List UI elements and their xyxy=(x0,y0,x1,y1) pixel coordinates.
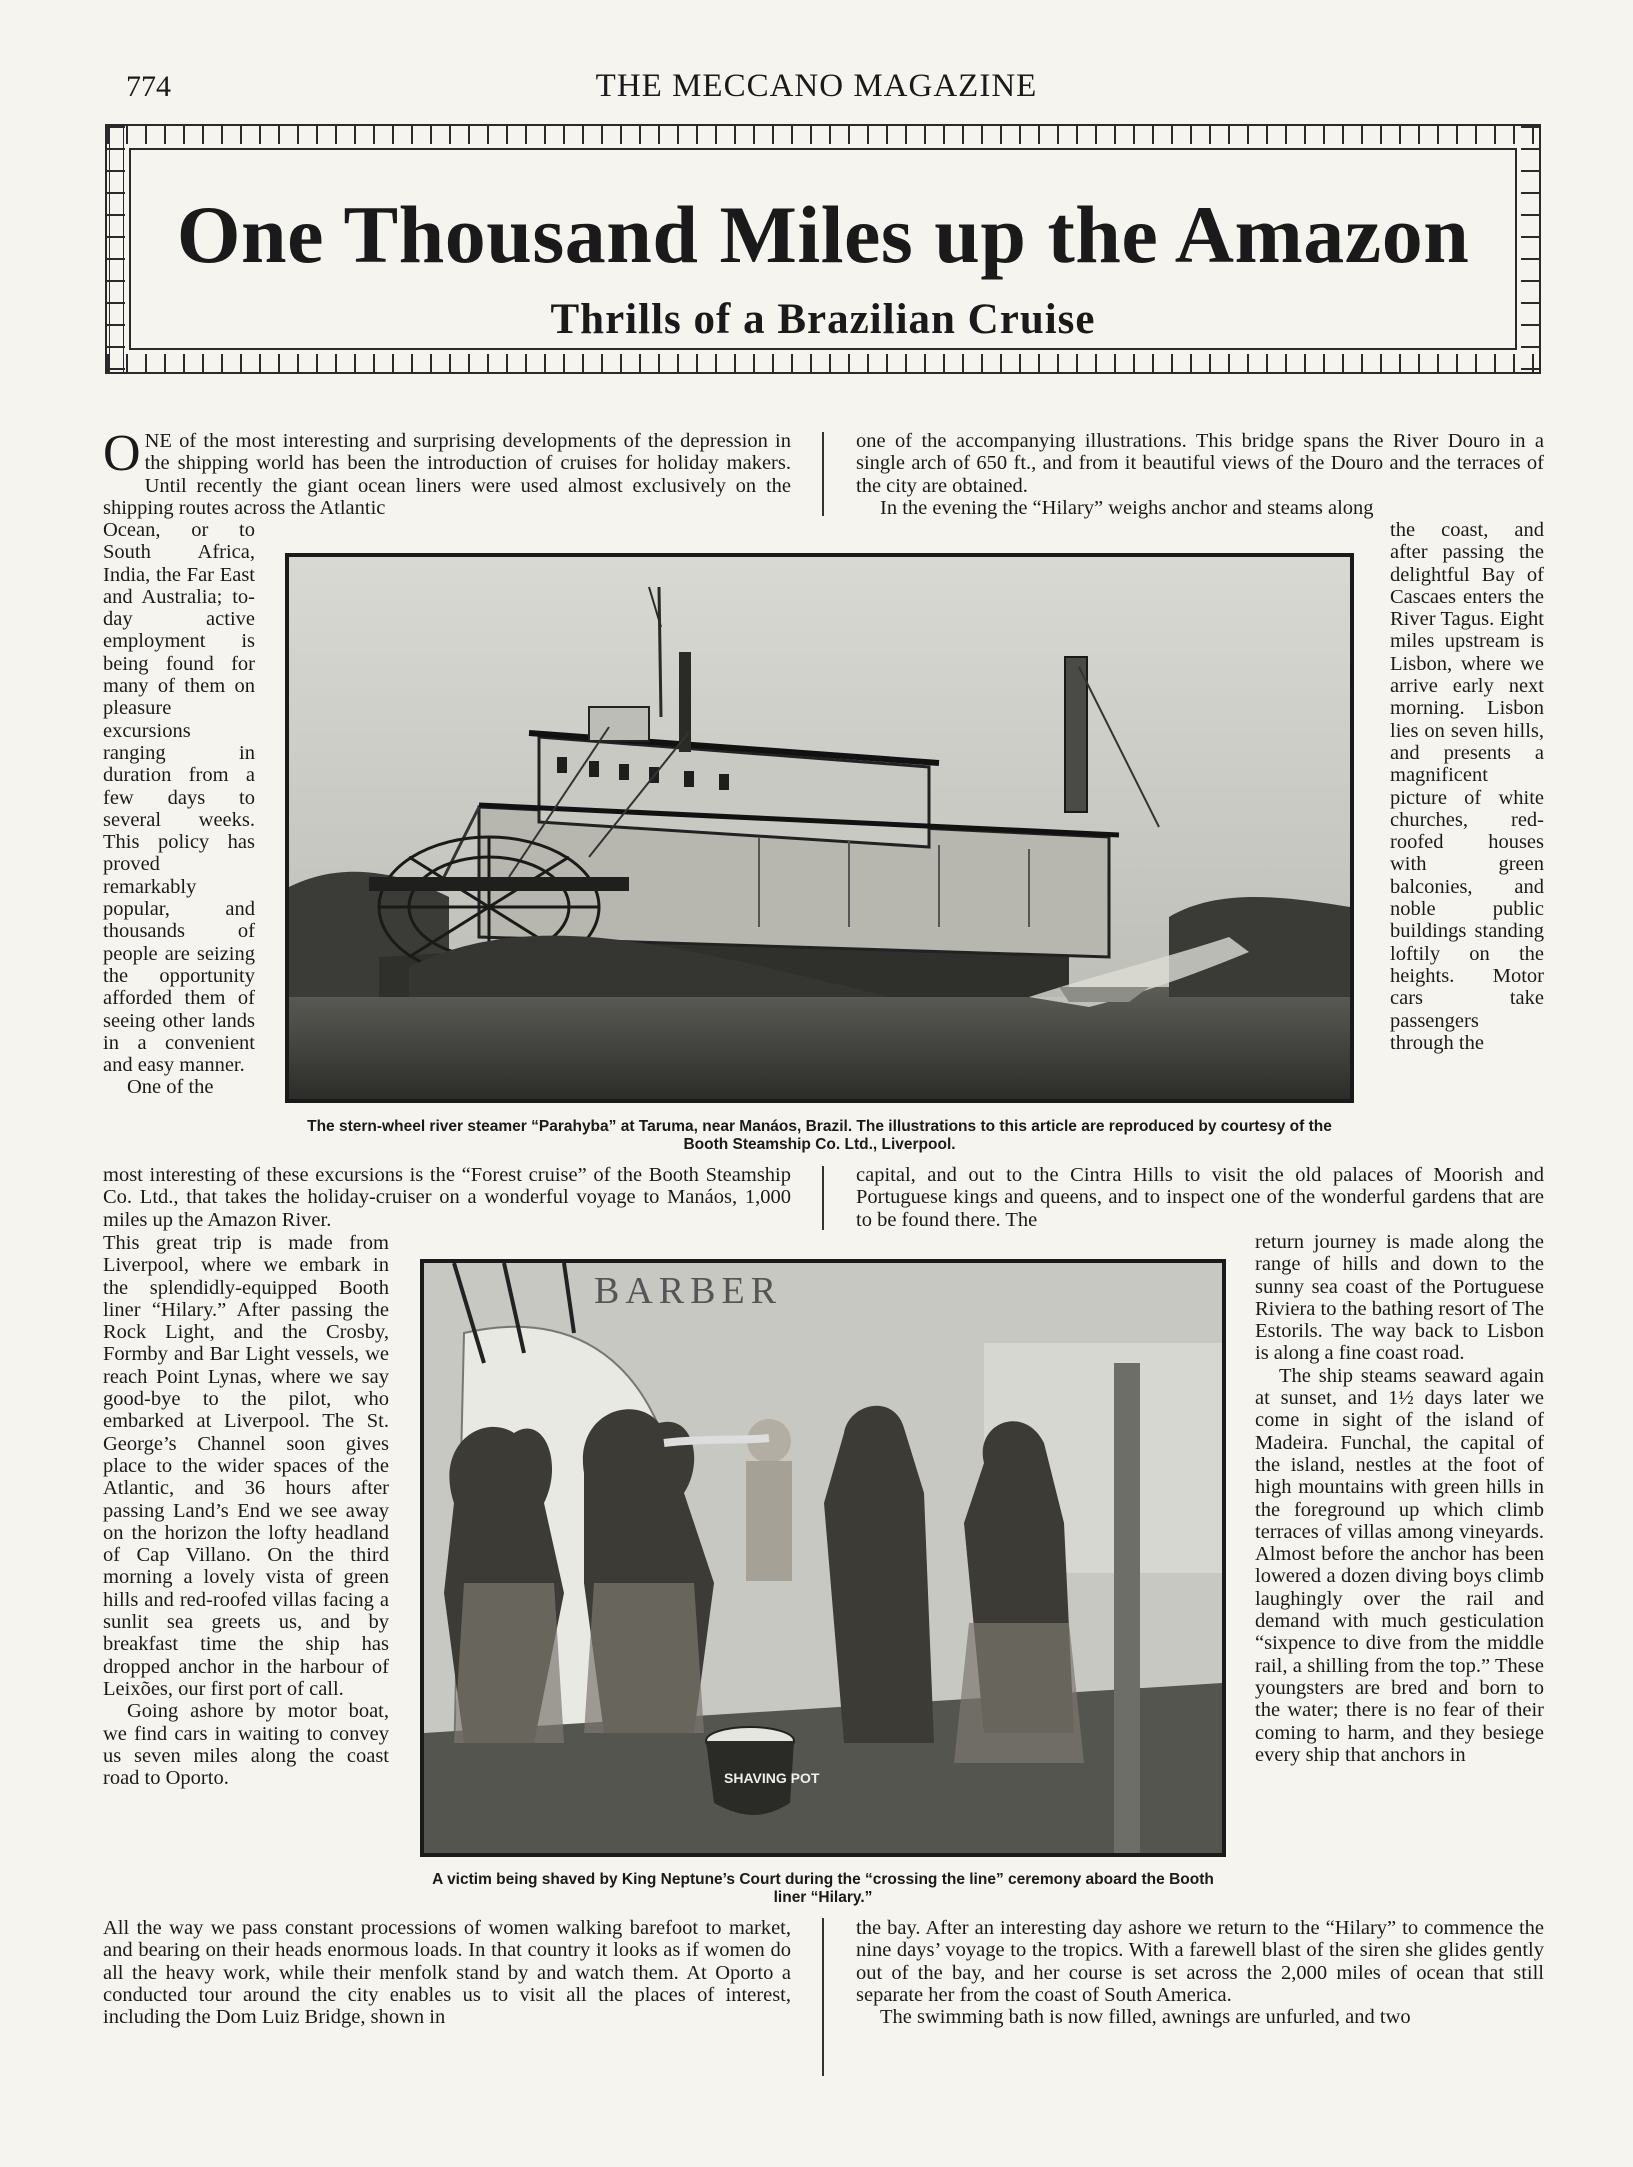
col1-wrap-a-text: Ocean, or to South Africa, India, the Far East and Australia; to-day active employment is being found for many of them on pleasure excursions ranging in duration from a few days to several weeks. This policy has proved remarkably popular, and thousands of people are seizing the opportunity afforded them of seeing other lands in a convenient and easy manner. xyxy=(103,519,255,1077)
col1-wrap-b-text: One of the xyxy=(127,1076,214,1099)
col2-top xyxy=(856,430,1544,519)
steamer-photo xyxy=(285,553,1354,1103)
page-number: 774 xyxy=(126,70,171,103)
col1-top xyxy=(103,425,791,519)
col1-mid-text: most interesting of these excursions is the “Forest cruise” of the Booth Steamship Co. Ltd., that takes the holiday-cruiser on a wonderful voyage to Manáos, 1,000 miles up the Amazon River. xyxy=(103,1164,791,1231)
col2-wrap-a xyxy=(1390,519,1544,1054)
neptune-illustration xyxy=(424,1263,1222,1853)
neptune-caption: A victim being shaved by King Neptune’s Court during the “crossing the line” ceremony aboard the Booth liner “Hilary.” xyxy=(432,1871,1214,1906)
border-ornament-top xyxy=(107,126,1539,144)
col2-mid xyxy=(856,1164,1544,1231)
barber-sign: BARBER xyxy=(594,1270,783,1312)
title-frame xyxy=(105,124,1541,374)
col2-wrap-b xyxy=(1255,1231,1544,1766)
title-panel xyxy=(129,148,1517,350)
col2-wrap-b-text: return journey is made along the range of hills and down to the sunny sea coast of the Portuguese Riviera to the bathing resort of The Estorils. The way back to Lisbon is along a fine coast road. xyxy=(1255,1231,1544,1365)
col1-wrap-c-text: This great trip is made from Liverpool, where we embark in the splendidly-equipped Booth liner “Hilary.” After passing the Rock Light, and the Crosby, Formby and Bar Light vessels, we reach Point Lynas, where we say good-bye to the pilot, who embarked at Liverpool. The St. George’s Channel soon gives place to the wider spaces of the Atlantic, and 36 hours after passing Land’s End we see away on the horizon the lofty headland of Cap Villano. On the third morning a lovely vista of green hills and red-roofed villas facing a sunlit sea greets us, and by breakfast time the ship has dropped anchor in the harbour of Leixões, our first port of call. xyxy=(103,1232,389,1700)
col2-wrap-c-text: The ship steams seaward again at sunset, and 1½ days later we come in sight of the island of Madeira. Funchal, the capital of the island, nestles at the foot of high mountains with green hills in the foreground up which climb terraces of villas among vineyards. Almost before the anchor has been lowered a dozen diving boys climb laughingly over the rail and demand with much gesticulation “sixpence to dive from the middle rail, a shilling from the top.” These youngsters are bred and born to the water; there is no fear of their coming to harm, and they besiege every ship that anchors in xyxy=(1255,1364,1544,1766)
col2-bottom xyxy=(856,1917,1544,2028)
pot-label: SHAVING POT xyxy=(724,1770,820,1786)
col1-wrap-a xyxy=(103,519,255,1099)
col2-top-b-text: In the evening the “Hilary” weighs anchor and steams along xyxy=(880,496,1374,519)
col2-bottom-b-text: The swimming bath is now filled, awnings are unfurled, and two xyxy=(880,2006,1411,2029)
col1-wrap-d-text: Going ashore by motor boat, we find cars in waiting to convey us seven miles along the coast road to Oporto. xyxy=(103,1700,389,1790)
drop-cap: O xyxy=(103,425,141,482)
column-rule xyxy=(822,432,824,516)
article-subtitle: Thrills of a Brazilian Cruise xyxy=(550,296,1096,343)
border-ornament-bottom xyxy=(107,354,1539,372)
col1-top-text: NE of the most interesting and surprising developments of the depression in the shipping world has been the introduction of cruises for holiday makers. Until recently the giant ocean liners were used almost exclusively on the shipping routes across the Atlantic xyxy=(103,430,791,519)
steamer-illustration xyxy=(289,557,1350,1099)
border-ornament-right xyxy=(1521,126,1539,372)
col2-mid-text: capital, and out to the Cintra Hills to visit the old palaces of Moorish and Portuguese kings and queens, and to inspect one of the wonderful gardens that are to be found there. The xyxy=(856,1164,1544,1231)
col1-wrap-c xyxy=(103,1232,389,1789)
col2-wrap-a-text: the coast, and after passing the delightful Bay of Cascaes enters the River Tagus. Eight miles upstream is Lisbon, where we arrive early next morning. Lisbon lies on seven hills, and presents a magnificent picture of white churches, red-roofed houses with green balconies, and noble public buildings standing loftily on the heights. Motor cars take passengers through the xyxy=(1390,519,1544,1054)
column-rule xyxy=(822,1918,824,2076)
col1-mid xyxy=(103,1164,791,1231)
col1-bottom xyxy=(103,1917,791,2028)
steamer-caption: The stern-wheel river steamer “Parahyba” at Taruma, near Manáos, Brazil. The illustrations to this article are reproduced by courtesy of the Booth Steamship Co. Ltd., Liverpool. xyxy=(307,1118,1332,1153)
border-ornament-left xyxy=(107,126,125,372)
column-rule xyxy=(822,1166,824,1230)
col2-bottom-a-text: the bay. After an interesting day ashore we return to the “Hilary” to commence the nine days’ voyage to the tropics. With a farewell blast of the siren she glides gently out of the bay, and her course is set across the 2,000 miles of ocean that still separate her from the coast of South America. xyxy=(856,1917,1544,2006)
article-title: One Thousand Miles up the Amazon xyxy=(176,189,1470,280)
col1-bottom-text: All the way we pass constant processions of women walking barefoot to market, and bearing on their heads enormous loads. In that country it looks as if women do all the heavy work, while their menfolk stand by and watch them. At Oporto a conducted tour around the city enables us to visit all the places of interest, including the Dom Luiz Bridge, shown in xyxy=(103,1917,791,2029)
running-head: THE MECCANO MAGAZINE xyxy=(595,68,1038,104)
col2-top-a-text: one of the accompanying illustrations. This bridge spans the River Douro in a single arch of 650 ft., and from it beautiful views of the Douro and the terraces of the city are obtained. xyxy=(856,430,1544,497)
neptune-photo xyxy=(420,1259,1226,1857)
